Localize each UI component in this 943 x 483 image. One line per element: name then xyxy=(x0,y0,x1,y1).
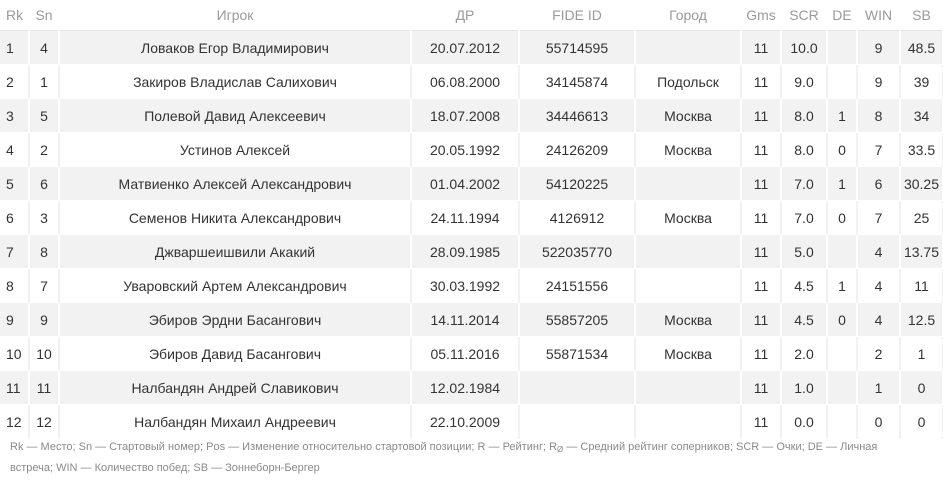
cell-fide-id: 34145874 xyxy=(519,65,635,99)
column-header-wins[interactable]: WIN xyxy=(857,0,900,31)
cell-games: 11 xyxy=(741,303,781,337)
table-row xyxy=(0,31,943,65)
cell-fide-id xyxy=(519,371,635,405)
cell-start-number: 4 xyxy=(29,31,59,65)
table-row xyxy=(0,269,943,303)
cell-rank: 8 xyxy=(0,269,29,303)
cell-start-number: 12 xyxy=(29,405,59,439)
cell-rank: 11 xyxy=(0,371,29,405)
legend-subscript: Ø xyxy=(557,445,564,454)
cell-city xyxy=(635,235,741,269)
legend xyxy=(10,438,920,477)
cell-player: Налбандян Андрей Славикович xyxy=(59,371,411,405)
cell-direct-encounter: 0 xyxy=(827,303,857,337)
column-header-fide-id[interactable]: FIDE ID xyxy=(519,0,635,31)
cell-fide-id: 24126209 xyxy=(519,133,635,167)
cell-direct-encounter xyxy=(827,337,857,371)
cell-direct-encounter: 0 xyxy=(827,201,857,235)
cell-rank: 2 xyxy=(0,65,29,99)
cell-wins: 8 xyxy=(857,99,900,133)
cell-games: 11 xyxy=(741,99,781,133)
cell-player: Полевой Давид Алексеевич xyxy=(59,99,411,133)
cell-wins: 9 xyxy=(857,31,900,65)
cell-wins: 4 xyxy=(857,269,900,303)
cell-direct-encounter xyxy=(827,371,857,405)
cell-games: 11 xyxy=(741,31,781,65)
cell-sonneborn-berger: 34 xyxy=(900,99,943,133)
cell-rank: 3 xyxy=(0,99,29,133)
cell-direct-encounter: 1 xyxy=(827,99,857,133)
cell-city: Москва xyxy=(635,303,741,337)
cell-games: 11 xyxy=(741,235,781,269)
cell-city xyxy=(635,405,741,439)
cell-games: 11 xyxy=(741,201,781,235)
cell-fide-id: 4126912 xyxy=(519,201,635,235)
cell-player: Эбиров Эрдни Басангович xyxy=(59,303,411,337)
table-row xyxy=(0,235,943,269)
cell-score: 1.0 xyxy=(781,371,827,405)
cell-fide-id: 55871534 xyxy=(519,337,635,371)
cell-city xyxy=(635,371,741,405)
cell-direct-encounter xyxy=(827,65,857,99)
cell-fide-id: 55857205 xyxy=(519,303,635,337)
cell-city: Москва xyxy=(635,99,741,133)
cell-wins: 4 xyxy=(857,303,900,337)
table-row xyxy=(0,405,943,439)
cell-birth-date: 22.10.2009 xyxy=(411,405,519,439)
column-header-sonneborn-berger[interactable]: SB xyxy=(900,0,943,31)
cell-birth-date: 20.07.2012 xyxy=(411,31,519,65)
table-body xyxy=(0,31,943,439)
cell-games: 11 xyxy=(741,167,781,201)
cell-rank: 1 xyxy=(0,31,29,65)
cell-sonneborn-berger: 12.5 xyxy=(900,303,943,337)
table-row xyxy=(0,337,943,371)
cell-player: Матвиенко Алексей Александрович xyxy=(59,167,411,201)
column-header-start-number[interactable]: Sn xyxy=(29,0,59,31)
cell-score: 7.0 xyxy=(781,167,827,201)
cell-score: 2.0 xyxy=(781,337,827,371)
cell-birth-date: 06.08.2000 xyxy=(411,65,519,99)
cell-rank: 10 xyxy=(0,337,29,371)
cell-rank: 7 xyxy=(0,235,29,269)
cell-rank: 4 xyxy=(0,133,29,167)
table-row xyxy=(0,99,943,133)
cell-sonneborn-berger: 25 xyxy=(900,201,943,235)
column-header-rank[interactable]: Rk xyxy=(0,0,29,31)
cell-start-number: 3 xyxy=(29,201,59,235)
cell-player: Уваровский Артем Александрович xyxy=(59,269,411,303)
cell-wins: 7 xyxy=(857,201,900,235)
cell-birth-date: 05.11.2016 xyxy=(411,337,519,371)
cell-city: Москва xyxy=(635,337,741,371)
cell-player: Налбандян Михаил Андреевич xyxy=(59,405,411,439)
cell-direct-encounter xyxy=(827,405,857,439)
cell-games: 11 xyxy=(741,133,781,167)
cell-wins: 2 xyxy=(857,337,900,371)
cell-start-number: 1 xyxy=(29,65,59,99)
cell-score: 8.0 xyxy=(781,99,827,133)
cell-sonneborn-berger: 33.5 xyxy=(900,133,943,167)
table-row xyxy=(0,303,943,337)
cell-sonneborn-berger: 39 xyxy=(900,65,943,99)
cell-player: Ловаков Егор Владимирович xyxy=(59,31,411,65)
cell-score: 8.0 xyxy=(781,133,827,167)
cell-direct-encounter xyxy=(827,31,857,65)
table-row xyxy=(0,371,943,405)
cell-sonneborn-berger: 1 xyxy=(900,337,943,371)
table-row xyxy=(0,65,943,99)
cell-score: 0.0 xyxy=(781,405,827,439)
column-header-score[interactable]: SCR xyxy=(781,0,827,31)
cell-birth-date: 01.04.2002 xyxy=(411,167,519,201)
cell-direct-encounter: 0 xyxy=(827,133,857,167)
cell-wins: 0 xyxy=(857,405,900,439)
cell-city: Москва xyxy=(635,201,741,235)
cell-city xyxy=(635,167,741,201)
cell-birth-date: 18.07.2008 xyxy=(411,99,519,133)
legend-text-end: — Средний рейтинг соперников; SCR — Очки; DE — Личная встреча; WIN — Количество побед; SB — Зоннеборн-Бергер xyxy=(10,441,878,474)
cell-start-number: 9 xyxy=(29,303,59,337)
cell-sonneborn-berger: 0 xyxy=(900,371,943,405)
cell-fide-id: 55714595 xyxy=(519,31,635,65)
cell-score: 4.5 xyxy=(781,269,827,303)
cell-start-number: 7 xyxy=(29,269,59,303)
header-row xyxy=(0,0,943,31)
table-row xyxy=(0,133,943,167)
cell-birth-date: 12.02.1984 xyxy=(411,371,519,405)
cell-rank: 6 xyxy=(0,201,29,235)
cell-sonneborn-berger: 11 xyxy=(900,269,943,303)
cell-player: Эбиров Давид Басангович xyxy=(59,337,411,371)
cell-start-number: 2 xyxy=(29,133,59,167)
cell-player: Устинов Алексей xyxy=(59,133,411,167)
cell-city: Подольск xyxy=(635,65,741,99)
cell-games: 11 xyxy=(741,337,781,371)
cell-start-number: 6 xyxy=(29,167,59,201)
cell-direct-encounter: 1 xyxy=(827,269,857,303)
cell-start-number: 11 xyxy=(29,371,59,405)
cell-score: 4.5 xyxy=(781,303,827,337)
cell-fide-id xyxy=(519,405,635,439)
cell-wins: 9 xyxy=(857,65,900,99)
cell-birth-date: 14.11.2014 xyxy=(411,303,519,337)
cell-wins: 6 xyxy=(857,167,900,201)
cell-start-number: 8 xyxy=(29,235,59,269)
cell-birth-date: 24.11.1994 xyxy=(411,201,519,235)
cell-fide-id: 34446613 xyxy=(519,99,635,133)
cell-direct-encounter xyxy=(827,235,857,269)
cell-games: 11 xyxy=(741,371,781,405)
cell-player: Закиров Владислав Салихович xyxy=(59,65,411,99)
cell-games: 11 xyxy=(741,65,781,99)
cell-player: Джваршеишвили Акакий xyxy=(59,235,411,269)
legend-text-start: Rk — Место; Sn — Стартовый номер; Pos — Изменение относительно стартовой позиции; R — Рейтинг; R xyxy=(10,441,558,453)
cell-wins: 1 xyxy=(857,371,900,405)
cell-sonneborn-berger: 48.5 xyxy=(900,31,943,65)
cell-fide-id: 54120225 xyxy=(519,167,635,201)
cell-wins: 4 xyxy=(857,235,900,269)
cell-birth-date: 20.05.1992 xyxy=(411,133,519,167)
cell-rank: 9 xyxy=(0,303,29,337)
cell-games: 11 xyxy=(741,405,781,439)
cell-wins: 7 xyxy=(857,133,900,167)
cell-birth-date: 28.09.1985 xyxy=(411,235,519,269)
column-header-games[interactable]: Gms xyxy=(741,0,781,31)
table-header xyxy=(0,0,943,31)
cell-birth-date: 30.03.1992 xyxy=(411,269,519,303)
cell-fide-id: 522035770 xyxy=(519,235,635,269)
cell-fide-id: 24151556 xyxy=(519,269,635,303)
column-header-player[interactable]: Игрок xyxy=(59,0,411,31)
cell-city xyxy=(635,269,741,303)
cell-city xyxy=(635,31,741,65)
cell-player: Семенов Никита Александрович xyxy=(59,201,411,235)
cell-start-number: 10 xyxy=(29,337,59,371)
cell-score: 9.0 xyxy=(781,65,827,99)
cell-sonneborn-berger: 0 xyxy=(900,405,943,439)
column-header-birth-date[interactable]: ДР xyxy=(411,0,519,31)
cell-score: 5.0 xyxy=(781,235,827,269)
cell-rank: 5 xyxy=(0,167,29,201)
cell-rank: 12 xyxy=(0,405,29,439)
cell-direct-encounter: 1 xyxy=(827,167,857,201)
column-header-direct-encounter[interactable]: DE xyxy=(827,0,857,31)
cell-sonneborn-berger: 13.75 xyxy=(900,235,943,269)
cell-sonneborn-berger: 30.25 xyxy=(900,167,943,201)
cell-games: 11 xyxy=(741,269,781,303)
cell-score: 10.0 xyxy=(781,31,827,65)
cell-start-number: 5 xyxy=(29,99,59,133)
cell-city: Москва xyxy=(635,133,741,167)
table-row xyxy=(0,167,943,201)
cell-score: 7.0 xyxy=(781,201,827,235)
table-row xyxy=(0,201,943,235)
column-header-city[interactable]: Город xyxy=(635,0,741,31)
